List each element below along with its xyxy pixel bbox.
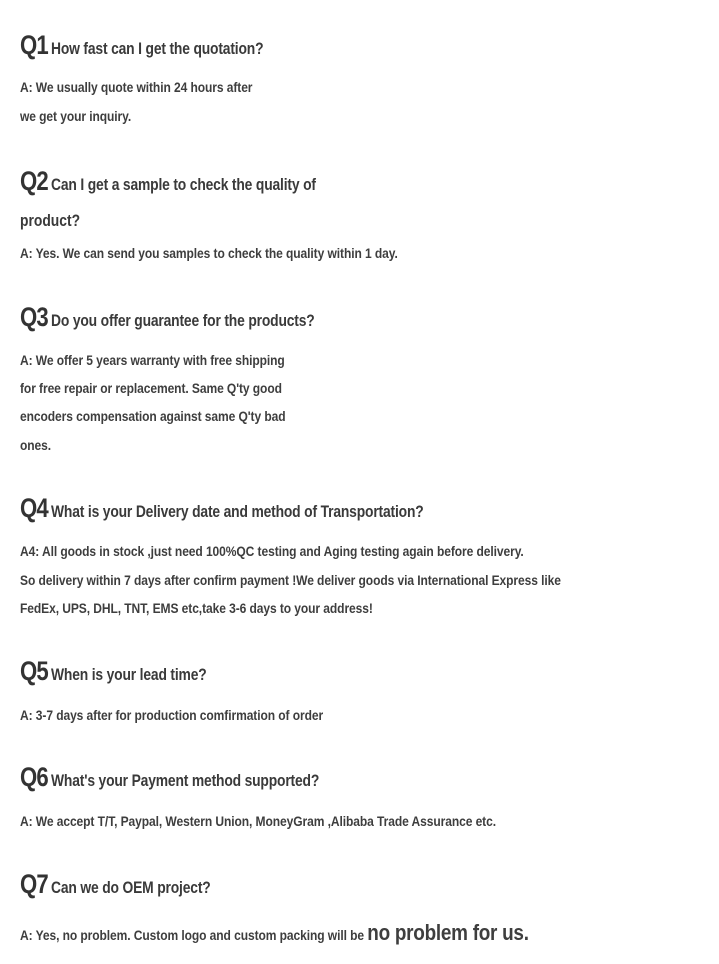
question-number: Q3 — [20, 302, 48, 332]
question-number: Q5 — [20, 656, 48, 686]
question-number: Q6 — [20, 762, 48, 792]
faq-question-5 — [20, 656, 236, 687]
question-number: Q1 — [20, 30, 48, 60]
faq-answer-4-line-3: FedEx, UPS, DHL, TNT, EMS etc,take 3-6 days to your address! — [20, 600, 373, 616]
question-number: Q4 — [20, 493, 48, 523]
question-text: What's your Payment method supported? — [51, 772, 320, 790]
faq-answer-1-line-2: we get your inquiry. — [20, 108, 132, 124]
faq-answer-2-line-1: A: Yes. We can send you samples to check the quality within 1 day. — [20, 245, 398, 261]
question-text: How fast can I get the quotation? — [51, 40, 264, 58]
question-number: Q7 — [20, 869, 48, 899]
faq-answer-3-line-4: ones. — [20, 437, 52, 453]
faq-answer-4-line-2: So delivery within 7 days after confirm payment !We deliver goods via International Express like — [20, 572, 561, 588]
faq-answer-3-line-1: A: We offer 5 years warranty with free shipping — [20, 352, 285, 368]
faq-answer-4-line-1: A4: All goods in stock ,just need 100%QC testing and Aging testing again before delivery. — [20, 543, 524, 559]
faq-question-2-continued: product? — [20, 212, 81, 230]
faq-answer-1-line-1: A: We usually quote within 24 hours after — [20, 79, 253, 95]
faq-question-7 — [20, 869, 241, 900]
faq-answer-5-line-1: A: 3-7 days after for production comfirmation of order — [20, 707, 324, 723]
faq-answer-6-line-1: A: We accept T/T, Paypal, Western Union, MoneyGram ,Alibaba Trade Assurance etc. — [20, 813, 496, 829]
faq-question-3 — [20, 302, 365, 333]
question-text: Can I get a sample to check the quality of — [51, 176, 316, 194]
faq-question-1 — [20, 30, 304, 61]
question-number: Q2 — [20, 166, 48, 196]
question-text: When is your lead time? — [51, 666, 207, 684]
question-text: Can we do OEM project? — [51, 879, 211, 897]
answer-text: A: Yes, no problem. Custom logo and custom packing will be — [20, 927, 364, 943]
faq-answer-3-line-3: encoders compensation against same Q'ty bad — [20, 408, 286, 424]
question-text: What is your Delivery date and method of Transportation? — [51, 503, 424, 521]
faq-question-2 — [20, 166, 366, 197]
question-text: Do you offer guarantee for the products? — [51, 312, 315, 330]
faq-answer-7-line-1 — [20, 920, 529, 946]
faq-answer-3-line-2: for free repair or replacement. Same Q'ty good — [20, 380, 282, 396]
answer-text-emphasis: no problem for us. — [367, 920, 529, 945]
faq-question-4 — [20, 493, 495, 524]
faq-question-6 — [20, 762, 370, 793]
